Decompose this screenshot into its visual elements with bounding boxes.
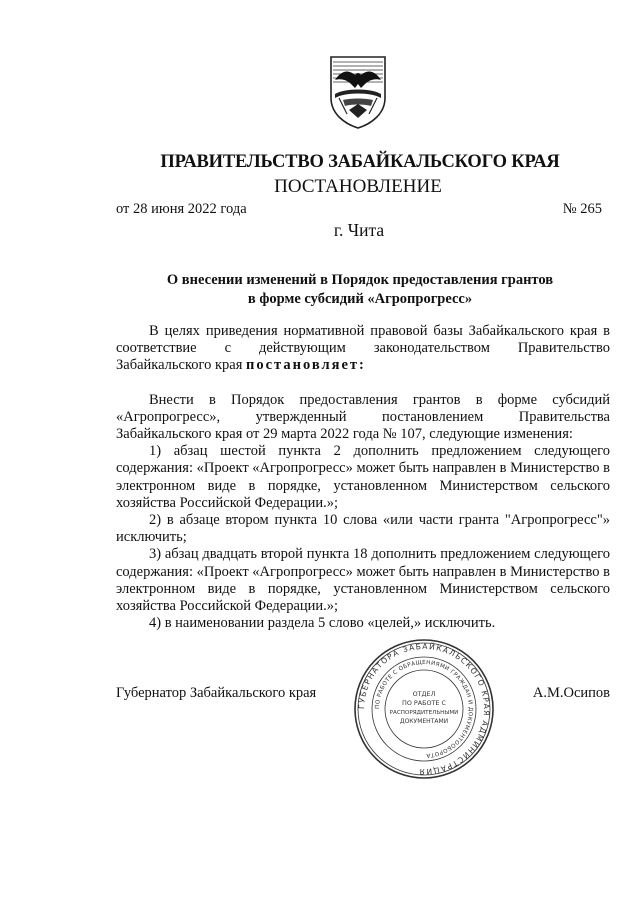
document-date: от 28 июня 2022 года — [116, 201, 247, 217]
resolves-word: постановляет: — [246, 357, 366, 374]
document-type: ПОСТАНОВЛЕНИЕ — [274, 176, 442, 197]
paragraph-item-1: 1) абзац шестой пункта 2 дополнить предложением следующего содержания: «Проект «Агропрогресс» может быть направлен в Министерство в электронном виде в порядке, установленном Министерством сельского хозяйства Российской Федерации.»; — [116, 443, 610, 511]
svg-text:ПО РАБОТЕ С ОБРАЩЕНИЯМИ ГРАЖДА: ПО РАБОТЕ С ОБРАЩЕНИЯМИ ГРАЖДАН И ДОКУМЕНТООБОРОТА — [374, 659, 474, 758]
document-city: г. Чита — [333, 220, 385, 240]
svg-text:РАСПОРЯДИТЕЛЬНЫМИ: РАСПОРЯДИТЕЛЬНЫМИ — [389, 710, 459, 716]
paragraph-item-2: 2) в абзаце втором пункта 10 слова «или части гранта "Агропрогресс"» исключить; — [116, 512, 610, 546]
paragraph-item-4: 4) в наименовании раздела 5 слово «целей,» исключить. — [149, 615, 496, 632]
coat-of-arms-icon — [325, 54, 391, 130]
signatory-position: Губернатор Забайкальского края — [116, 685, 317, 701]
title-line-2: в форме субсидий «Агропрогресс» — [247, 291, 473, 307]
signatory-name: А.М.Осипов — [532, 685, 610, 701]
document-body — [116, 323, 610, 632]
svg-text:ПО РАБОТЕ С: ПО РАБОТЕ С — [402, 699, 446, 707]
svg-text:ГУБЕРНАТОРА ЗАБАЙКАЛЬСКОГО КРА: ГУБЕРНАТОРА ЗАБАЙКАЛЬСКОГО КРАЯ АДМИНИСТРАЦИЯ — [356, 641, 492, 777]
svg-text:ДОКУМЕНТАМИ: ДОКУМЕНТАМИ — [399, 718, 449, 725]
intro-paragraph: В целях приведения нормативной правовой базы Забайкальского края в соответствие с действующим законодательством Правительство Забайкальского края постановляет: — [116, 323, 610, 374]
paragraph-item-3: 3) абзац двадцать второй пункта 18 дополнить предложением следующего содержания: «Проект «Агропрогресс» может быть направлен в Министерство в электронном виде в порядке, установленном Министерством сельского хозяйства Российской Федерации.»; — [116, 546, 610, 615]
official-stamp — [353, 638, 495, 780]
government-name: ПРАВИТЕЛЬСТВО ЗАБАЙКАЛЬСКОГО КРАЯ — [160, 152, 560, 172]
svg-text:ОТДЕЛ: ОТДЕЛ — [412, 690, 436, 698]
paragraph-changes: Внести в Порядок предоставления грантов в форме субсидий «Агропрогресс», утвержденный постановлением Правительства Забайкальского края от 29 марта 2022 года № 107, следующие изменения: — [116, 391, 610, 443]
document-title — [80, 271, 640, 309]
document-number: № 265 — [562, 201, 602, 217]
title-line-1: О внесении изменений в Порядок предоставления грантов — [166, 272, 554, 288]
